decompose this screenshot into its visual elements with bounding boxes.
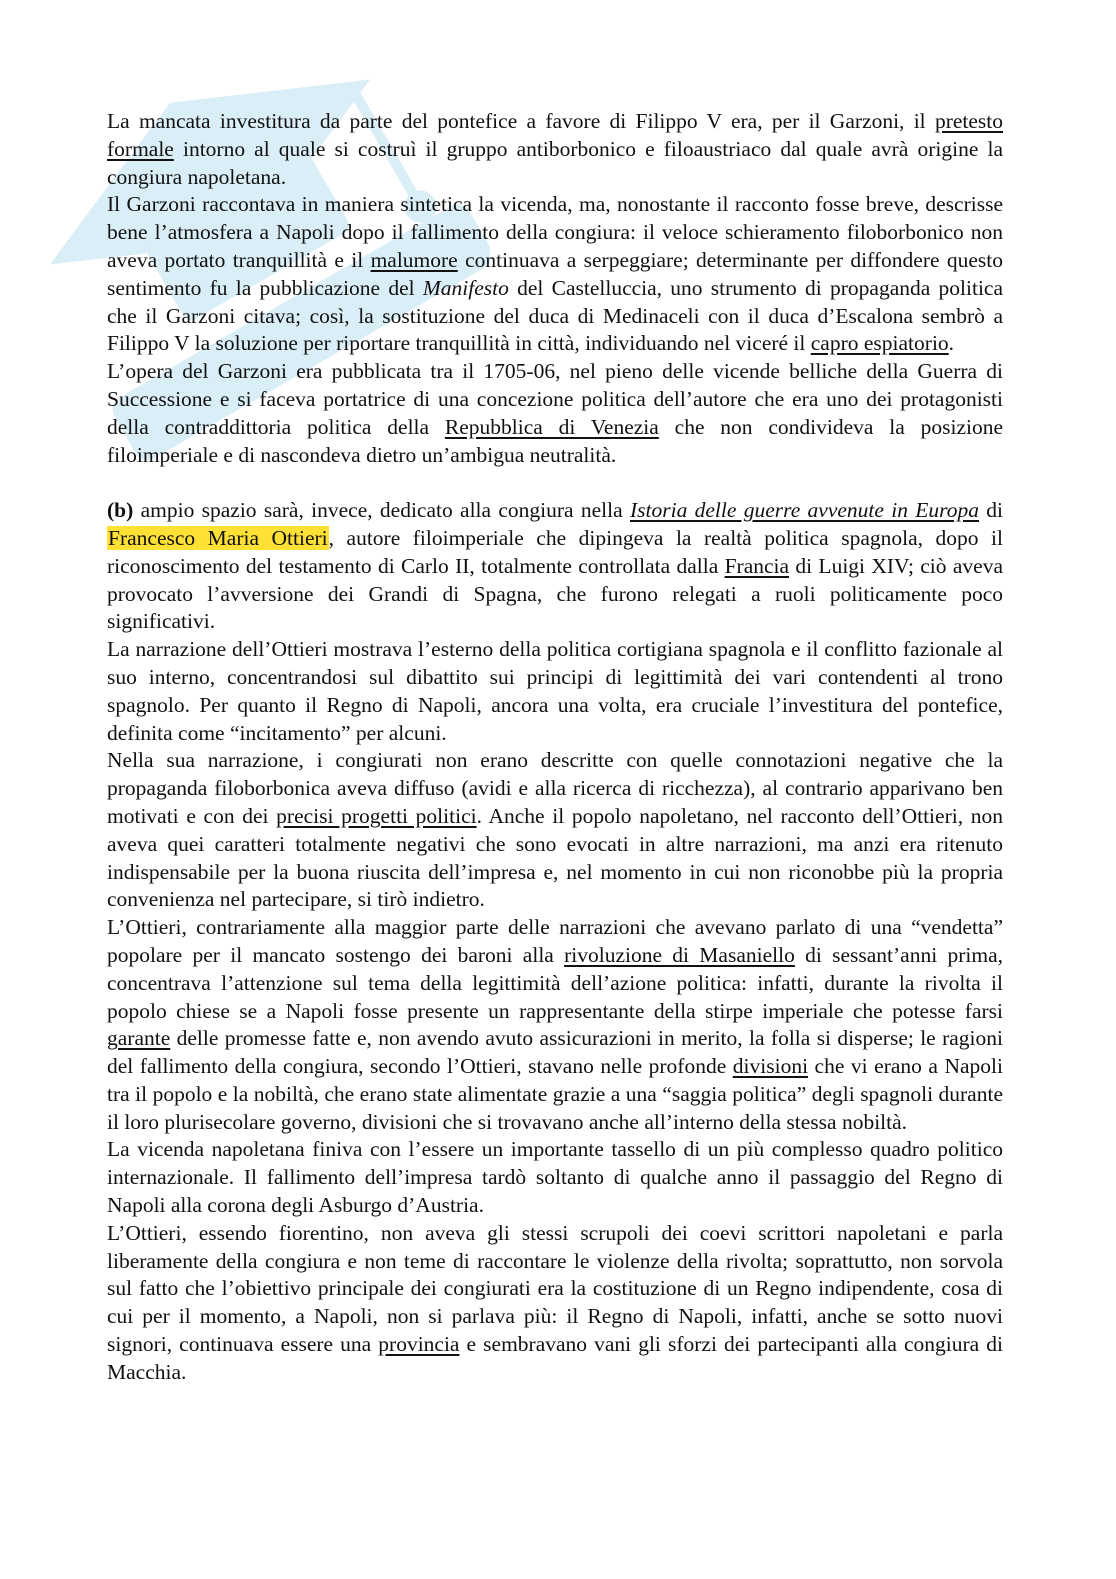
underlined-text: malumore bbox=[370, 247, 458, 272]
paragraph bbox=[107, 108, 1003, 191]
text-span: delle promesse fatte e, non avendo avuto assicurazioni in merito, la folla si disperse; le ragioni del fallimento della congiura, secondo l’Ottieri, stavano nelle profonde bbox=[107, 1026, 1003, 1079]
underlined-text: Istoria delle guerre avvenute in Europa bbox=[629, 498, 979, 523]
text-span: e sembravano vani gli sforzi dei partecipanti alla congiura di Macchia. bbox=[107, 1332, 1003, 1384]
paragraph bbox=[107, 1220, 1003, 1387]
text-span: di Luigi XIV; ciò aveva provocato l’avversione dei Grandi di Spagna, che furono relegati a ruoli politicamente poco significativi. bbox=[107, 553, 1003, 634]
text-span: Il Garzoni raccontava in maniera sintetica la vicenda, ma, nonostante il racconto fosse breve, descrisse bene l’atmosfera a Napoli dopo il fallimento della congiura: il veloce schieramento filoborbonico non aveva portato tranquillità e il bbox=[107, 192, 1003, 272]
underlined-text: divisioni bbox=[732, 1054, 809, 1079]
text-span: ampio spazio sarà, invece, dedicato alla congiura nella bbox=[133, 498, 630, 523]
paragraph bbox=[107, 636, 1003, 747]
paragraph bbox=[107, 747, 1003, 914]
text-span: L’Ottieri, contrariamente alla maggior parte delle narrazioni che avevano parlato di una “vendetta” popolare per il mancato sostengo dei baroni alla bbox=[107, 915, 1003, 967]
underlined-text: Francia bbox=[724, 553, 790, 578]
text-span: che non condivideva la posizione filoimperiale e di nascondeva dietro un’ambigua neutralità. bbox=[107, 414, 1004, 467]
paragraph bbox=[107, 497, 1003, 636]
document-body bbox=[107, 108, 1003, 1387]
text-span: di bbox=[978, 498, 1003, 523]
text-span: La narrazione dell’Ottieri mostrava l’esterno della politica cortigiana spagnola e il conflitto fazionale al suo interno, concentrandosi sul dibattito sui principi di legittimità dei vari contendenti al trono spagnolo. Per quanto il Regno di Napoli, ancora una volta, era cruciale l’investitura del pontefice, definita come “incitamento” per alcuni. bbox=[107, 637, 1003, 745]
underlined-text: Repubblica di Venezia bbox=[444, 414, 659, 439]
text-span: La vicenda napoletana finiva con l’essere un importante tassello di un più complesso quadro politico internazionale. Il fallimento dell’impresa tardò soltanto di qualche anno il passaggio del Regno di Napoli alla corona degli Asburgo d’Austria. bbox=[107, 1137, 1003, 1218]
text-span: continuava a serpeggiare; determinante per diffondere questo sentimento fu la pubblicazione del bbox=[107, 247, 1003, 300]
text-span: di sessant’anni prima, concentrava l’attenzione sul tema della legittimità dell’azione politica: infatti, durante la rivolta il popolo chiese se a Napoli fosse presente un rappresentante della stirpe imperiale che potesse farsi bbox=[107, 942, 1003, 1023]
underlined-text: provincia bbox=[378, 1332, 460, 1357]
underlined-text: rivoluzione di Masaniello bbox=[564, 942, 795, 967]
text-span: La mancata investitura da parte del pontefice a favore di Filippo V era, per il Garzoni, il bbox=[107, 109, 935, 133]
paragraph bbox=[107, 358, 1003, 469]
text-span: L’Ottieri, essendo fiorentino, non aveva gli stessi scrupoli dei coevi scrittori napoletani e parla liberamente della congiura e non teme di raccontare le violenze della rivolta; soprattutto, non sorvola sul fatto che l’obiettivo principale dei congiurati era la costituzione di un Regno indipendente, cosa di cui per il momento, a Napoli, non si parlava più: il Regno di Napoli, infatti, anche se sotto nuovi signori, continuava essere una bbox=[107, 1220, 1003, 1357]
text-span: , autore filoimperiale che dipingeva la realtà politica spagnola, dopo il riconoscimento del testamento di Carlo II, totalmente controllata dalla bbox=[107, 525, 1003, 578]
underlined-text: pretesto formale bbox=[107, 109, 1003, 161]
paragraph bbox=[107, 191, 1003, 358]
underlined-text: garante bbox=[107, 1026, 171, 1051]
text-span: (b) bbox=[107, 498, 134, 523]
highlighted-text: Francesco Maria Ottieri bbox=[108, 525, 328, 550]
text-span: che vi erano a Napoli tra il popolo e la nobiltà, che erano state alimentate grazie a una “saggia politica” degli spagnoli durante il loro plurisecolare governo, divisioni che si trovavano anche all’interno della stessa nobiltà. bbox=[107, 1054, 1003, 1134]
paragraph bbox=[107, 914, 1003, 1136]
text-span: Nella sua narrazione, i congiurati non erano descritte con quelle connotazioni negative che la propaganda filoborbonica aveva diffuso (avidi e alla ricerca di ricchezza), al contrario apparivano ben motivati e con dei bbox=[107, 748, 1003, 828]
text-span: intorno al quale si costruì il gruppo antiborbonico e filoaustriaco dal quale avrà origine la congiura napoletana. bbox=[107, 136, 1003, 189]
paragraph bbox=[107, 1136, 1003, 1219]
underlined-text: precisi progetti politici bbox=[276, 803, 477, 828]
text-span: del Castelluccia, uno strumento di propaganda politica che il Garzoni citava; così, la sostituzione del duca di Medinaceli con il duca d’Escalona sembrò a Filippo V la soluzione per riportare tranquillità in città, individuando nel viceré il bbox=[107, 275, 1003, 356]
text-span: . Anche il popolo napoletano, nel racconto dell’Ottieri, non aveva quei caratteri totalmente negativi che sono evocati in altre narrazioni, ma anzi era ritenuto indispensabile per la buona riuscita dell’impresa e, nel momento in cui non riconobbe più la propria convenienza nel partecipare, si tirò indietro. bbox=[107, 803, 1003, 912]
text-span: L’opera del Garzoni era pubblicata tra il 1705-06, nel pieno delle vicende belliche della Guerra di Successione e si faceva portatrice di una concezione politica dell’autore che era uno dei protagonisti della contraddittoria politica della bbox=[107, 359, 1003, 439]
underlined-text: capro espiatorio bbox=[810, 331, 949, 356]
text-span: . bbox=[948, 331, 955, 356]
text-span: Manifesto bbox=[422, 275, 509, 300]
